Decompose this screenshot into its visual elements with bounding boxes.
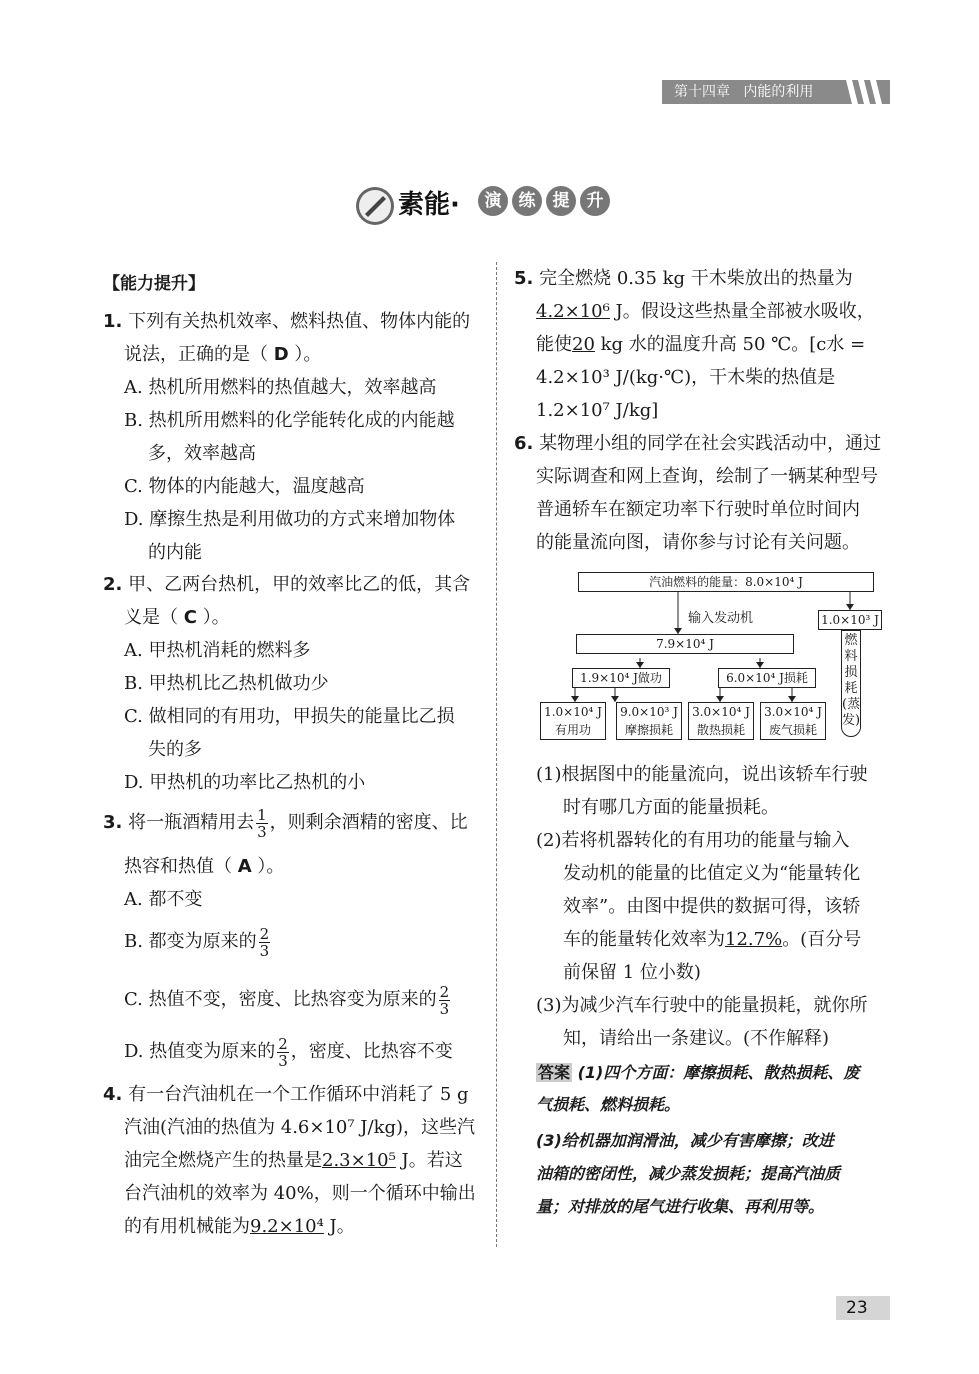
q5-line3: 能使20 kg 水的温度升高 50 ℃。[c水 = [536,334,866,355]
q5-answer-mass: 20 [572,334,595,355]
q6-sub3-line2: 知，请给出一条建议。(不作解释) [563,1028,830,1049]
pen-badge-icon [353,184,397,228]
q2-answer: C [183,607,197,628]
q3-option-a: A. 都不变 [124,889,203,910]
q3-option-d: D. 热值变为原来的 $\frac{2}{3}$ ，密度、比热容不变 [124,1034,453,1070]
diagram-loss: 6.0×10⁴ J损耗 [718,668,816,688]
q5-line2: 4.2×10⁶ J。假设这些热量全部被水吸收， [536,301,875,322]
diagram-fuel-loss-label: 燃料损耗(蒸发) [841,630,861,737]
diagram-exhaust-loss: 3.0×10⁴ J 废气损耗 [760,702,826,740]
q3-line1: 3. 将一瓶酒精用去 $\frac{1}{3}$ ，则剩余酒精的密度、比 [103,805,468,841]
q5-answer-heat: 4.2×10⁶ [536,301,610,322]
q6-sub1-line2: 时有哪几方面的能量损耗。 [563,797,779,818]
q5-line5: 1.2×10⁷ J/kg] [536,400,659,421]
q6-sub2-line2: 发动机的能量的比值定义为“能量转化 [563,863,861,884]
q6-line4: 的能量流向图，请你参与讨论有关问题。 [536,532,860,553]
q6-sub1-line1: (1)根据图中的能量流向，说出该轿车行驶 [536,764,868,785]
q1-answer: D [273,344,289,365]
stripes-icon [842,80,888,104]
chapter-label: 第十四章 [674,84,730,100]
q5-line1: 5. 完全燃烧 0.35 kg 干木柴放出的热量为 [514,268,853,289]
q4-line2: 汽油(汽油的热值为 4.6×10⁷ J/kg)，这些汽 [124,1117,476,1138]
q4-answer-heat: 2.3×10⁵ [322,1150,396,1171]
chapter-header [662,80,890,104]
q4-line5: 的有用机械能为9.2×10⁴ J。 [124,1216,355,1237]
diagram-engine-energy: 7.9×10⁴ J [576,634,794,654]
answer-tag: 答案 [538,1063,571,1082]
q1-option-d: D. 摩擦生热是利用做功的方式来增加物体 [124,509,456,530]
diagram-work: 1.9×10⁴ J做功 [572,668,670,688]
q4-line1: 4. 有一台汽油机在一个工作循环中消耗了 5 g [103,1084,469,1105]
q1-option-c: C. 物体的内能越大，温度越高 [124,476,365,497]
q2-option-c: C. 做相同的有用功，甲损失的能量比乙损 [124,706,455,727]
diagram-fuel-energy: 汽油燃料的能量：8.0×10⁴ J [578,572,874,592]
answer-line3: (3)给机器加润滑油，减少有害摩擦；改进 [536,1131,834,1150]
q3-line2: 热容和热值（ A ）。 [124,856,285,877]
q2-option-d: D. 甲热机的功率比乙热机的小 [124,772,366,793]
q1-option-a: A. 热机所用燃料的热值越大，效率越高 [124,377,437,398]
diagram-friction-loss: 9.0×10³ J 摩擦损耗 [616,702,682,740]
banner-char-4: 升 [580,186,610,216]
q6-line3: 普通轿车在额定功率下行驶时单位时间内 [536,499,860,520]
answer-line5: 量；对排放的尾气进行收集、再利用等。 [536,1197,825,1216]
q4-answer-work: 9.2×10⁴ [250,1216,324,1237]
q2-option-b: B. 甲热机比乙热机做功少 [124,673,329,694]
column-divider [496,262,497,1247]
banner-char-3: 提 [546,186,576,216]
q1-option-b-cont: 多，效率越高 [148,443,256,464]
banner-char-2: 练 [512,186,542,216]
diagram-input-label: 输入发动机 [688,611,754,626]
q6-answer-efficiency: 12.7% [725,929,783,950]
q6-sub3-line1: (3)为减少汽车行驶中的能量损耗，就你所 [536,995,868,1016]
q6-line2: 实际调查和网上查询，绘制了一辆某种型号 [536,466,878,487]
section-label: 【能力提升】 [103,274,205,294]
q4-line4: 台汽油机的效率为 40%，则一个循环中输出 [124,1183,476,1204]
q6-line1: 6. 某物理小组的同学在社会实践活动中，通过 [514,433,882,454]
q3-answer: A [237,856,252,877]
answer-line2: 气损耗、燃料损耗。 [536,1095,681,1114]
q2-line1: 2. 甲、乙两台热机，甲的效率比乙的低，其含 [103,574,471,595]
q1-option-d-cont: 的内能 [148,542,202,563]
fraction-one-third: $\frac{1}{3}$ [257,805,267,841]
q6-sub2-line5: 前保留 1 位小数) [563,962,701,983]
energy-flow-diagram [530,570,880,745]
q2-option-a: A. 甲热机消耗的燃料多 [124,640,311,661]
banner-title: 素能· [398,190,460,220]
q2-line2: 义是（ C ）。 [124,607,230,628]
q2-option-c-cont: 失的多 [148,739,202,760]
q3-option-b: B. 都变为原来的 $\frac{2}{3}$ [124,924,270,960]
section-label: 内能的利用 [743,84,814,100]
q6-sub2-line4: 车的能量转化效率为12.7%。(百分号 [563,929,862,950]
banner-char-1: 演 [478,186,508,216]
diagram-heat-loss: 3.0×10⁴ J 散热损耗 [688,702,754,740]
page-number: 23 [836,1296,890,1320]
q5-line4: 4.2×10³ J/(kg·℃)，干木柴的热值是 [536,367,836,388]
q1-option-b: B. 热机所用燃料的化学能转化成的内能越 [124,410,455,431]
answer-line4: 油箱的密闭性，减少蒸发损耗；提高汽油质 [536,1164,841,1183]
q6-sub2-line3: 效率”。由图中提供的数据可得，该轿 [563,896,861,917]
diagram-useful-work: 1.0×10⁴ J 有用功 [540,702,606,740]
diagram-fuel-loss-value: 1.0×10³ J [818,610,882,630]
q1-line2: 说法，正确的是（ D ）。 [124,344,322,365]
q4-line3: 油完全燃烧产生的热量是2.3×10⁵ J。若这 [124,1150,463,1171]
section-banner [353,178,623,230]
answer-line1: 答案 (1)四个方面：摩擦损耗、散热损耗、废 [538,1063,860,1082]
q1-line1: 1. 下列有关热机效率、燃料热值、物体内能的 [103,311,471,332]
q6-sub2-line1: (2)若将机器转化的有用功的能量与输入 [536,830,850,851]
q3-option-c: C. 热值不变，密度、比热容变为原来的 $\frac{2}{3}$ [124,982,450,1018]
